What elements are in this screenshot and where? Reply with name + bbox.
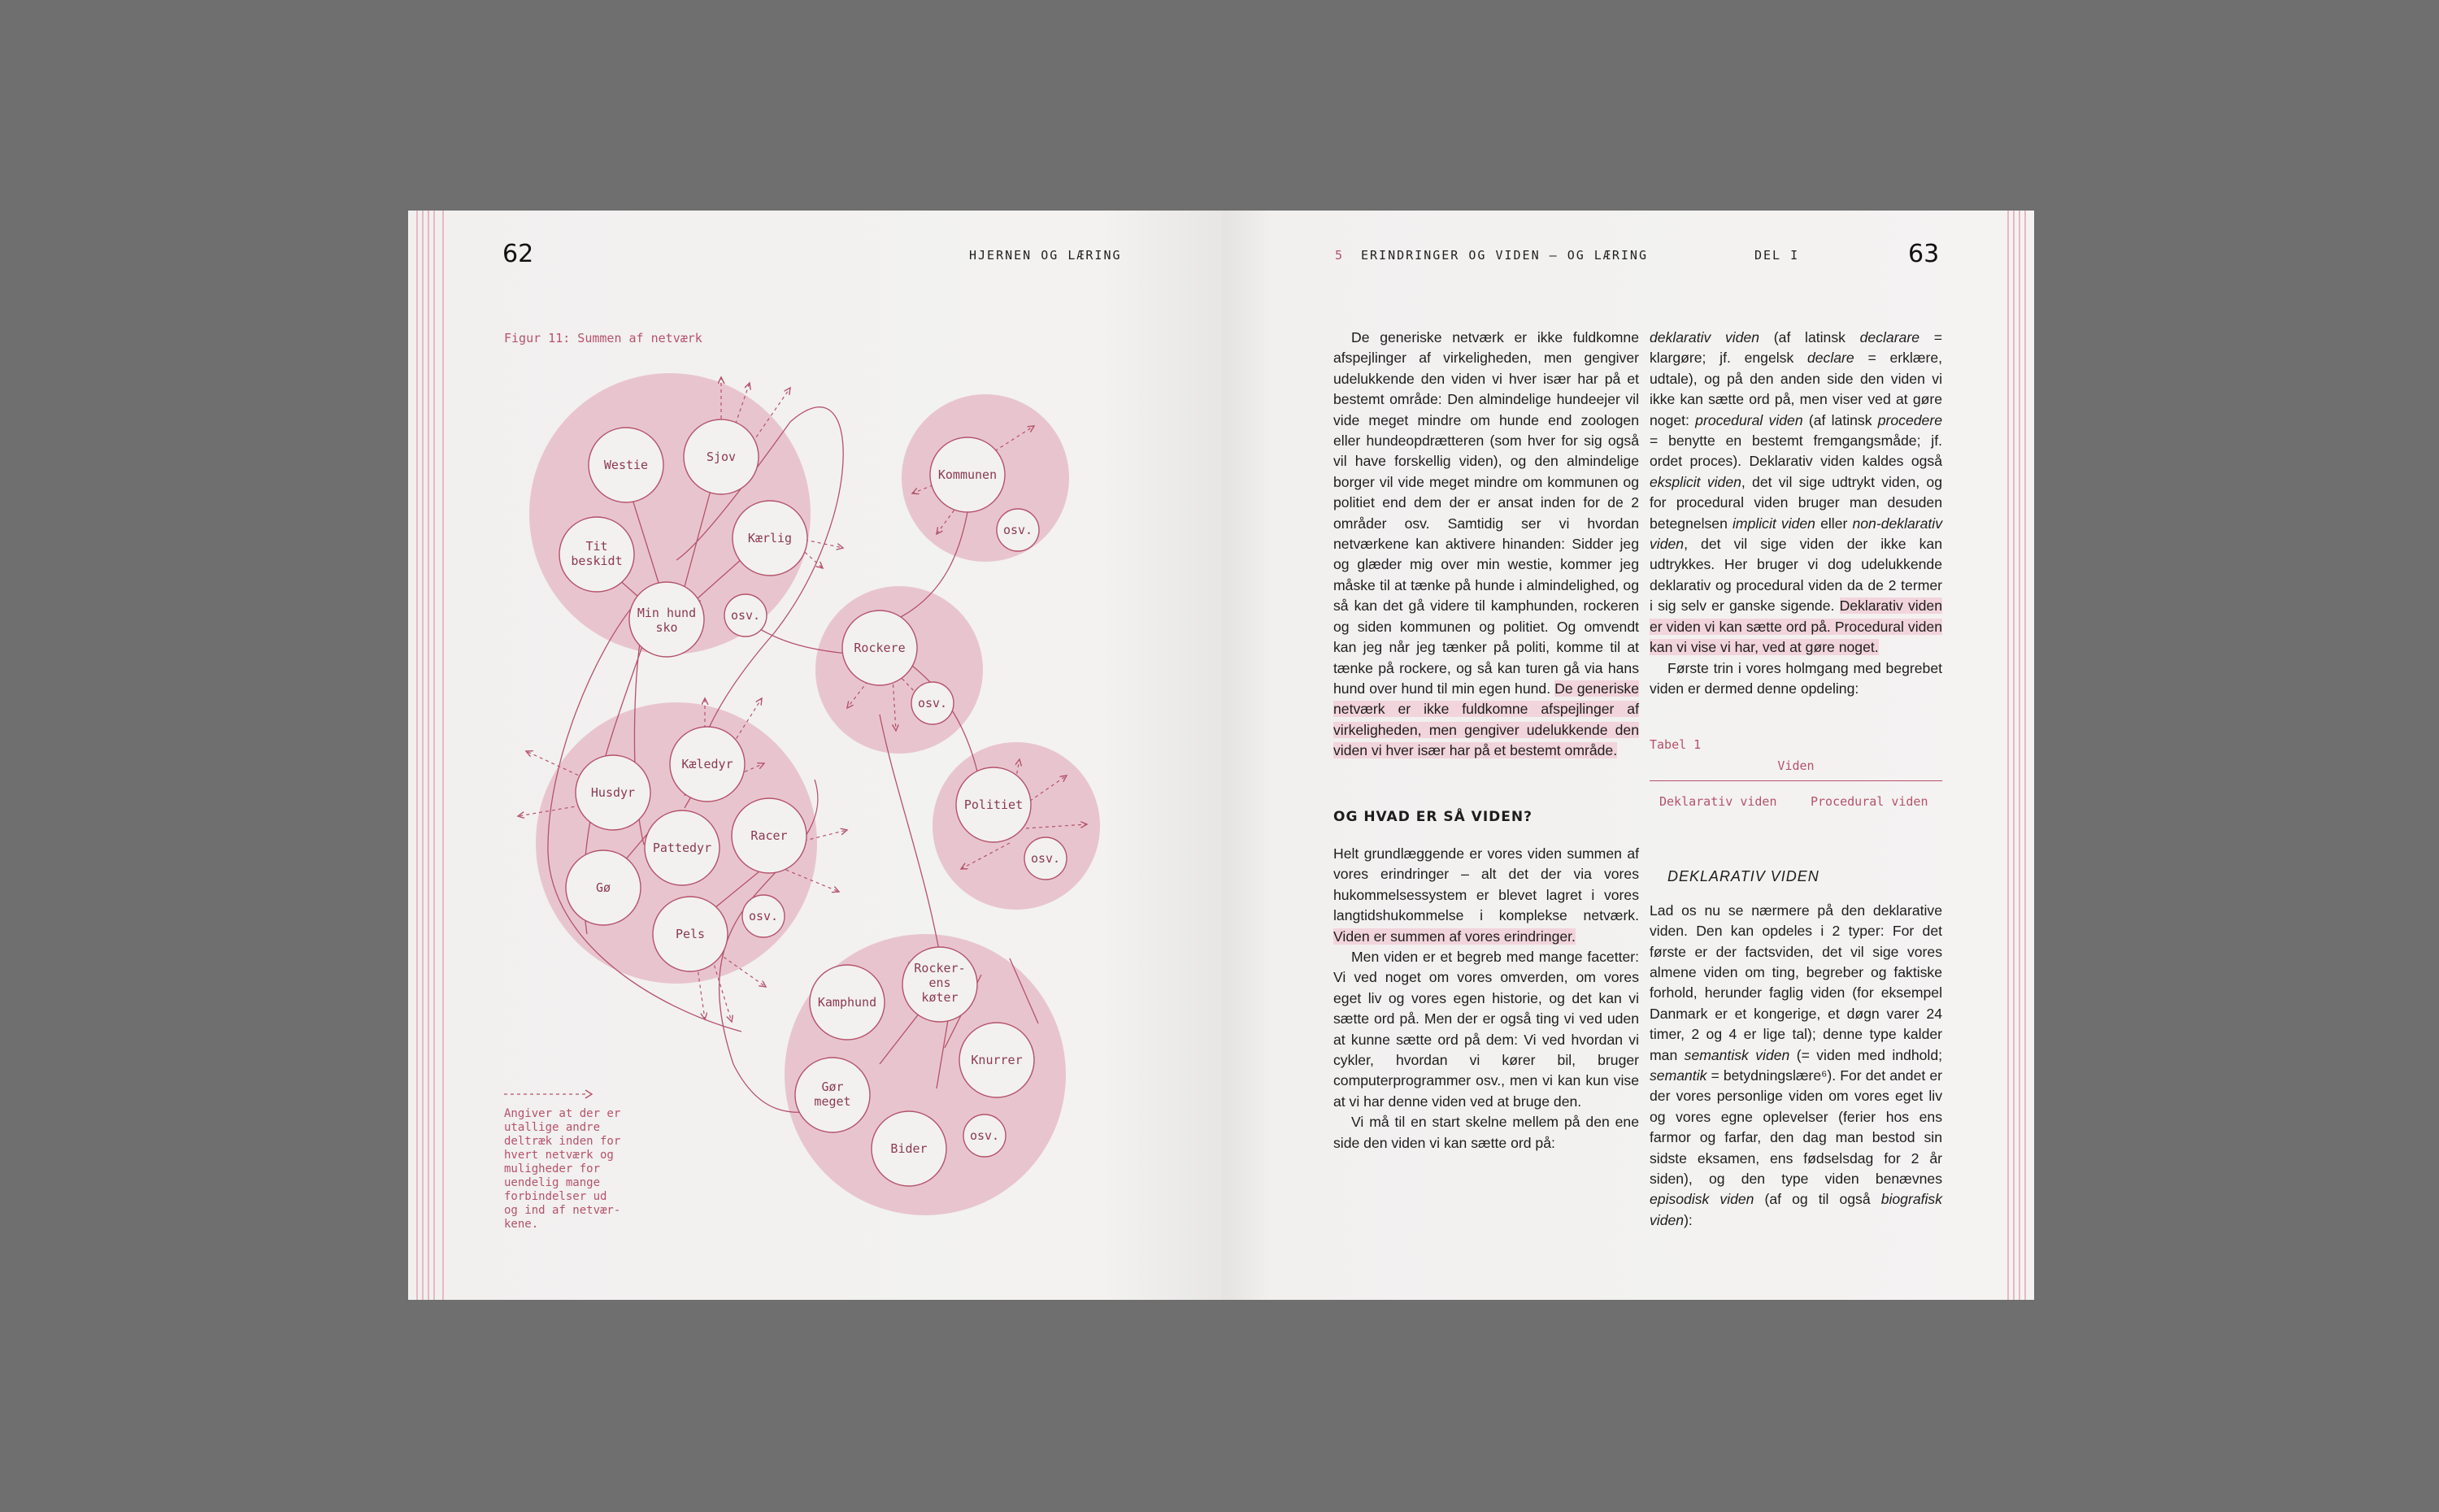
table-cell: Procedural viden — [1811, 794, 1928, 810]
right-page — [1223, 211, 2034, 1300]
table-cell: Deklarativ viden — [1659, 794, 1777, 810]
table-rule — [1650, 780, 1942, 781]
label-min-hund-sko: sko — [655, 620, 678, 635]
paragraph: Lad os nu se nærmere på den deklarative viden. Den kan opdeles i 2 typer: For det første er der factsviden, det vil sige vores almene viden om ting, begreber og faktiske forhold, herunder faglig viden (for eksempel Danmark er et kongerige, et døgn varer 24 timer, 2 og 4 er lige tal); denne type kalder man semantisk viden (= viden med indhold; semantik = betydningslære⁶). For det andet er der vores personlige viden om vores eget liv og vores egne oplevelser (ferier hos ens farmor og farfar, den dag man bestod sin sidste eksamen, ens fødselsdag for 2 år siden), og den type viden benævnes episodisk viden (af og til også biografisk viden): — [1650, 902, 1943, 1228]
part-label: DEL I — [1754, 248, 1800, 263]
table-header: Viden — [1777, 758, 1815, 774]
label-osv: osv. — [730, 608, 761, 623]
label-osv: osv. — [917, 696, 948, 710]
arrow — [805, 540, 843, 548]
label-osv: osv. — [969, 1128, 1000, 1143]
label-gor-meget: Gør — [821, 1080, 844, 1094]
paragraph: De generiske netværk er ikke fuldkomne afspejlinger af virkeligheden, men gengiver udelukkende den viden vi hver især har på et bestemt område: Den almindelige hundeejer vil vide meget mindre om hunde end zoologen eller hundeopdrætteren (som hver for sig også vil have forskellig viden), og den almindelige borger vil vide meget mindre om kommunen og politiet end dem der er ansat inden for de 2 områder osv. Samtidig ser vi hvordan netværkene kan aktivere hinanden: Sidder jeg og glæder mig over min westie, kommer jeg måske til at tænke på hunde i almindelighed, og så kan det gå videre til kamphunden, rockeren og siden kommunen og politiet. Og omvendt kan jeg når jeg tænker på politi, komme til at tænke på rockere, og så kan turen gå via hans hund over hund til min egen hund. De generiske netværk er ikke fuldkomne afspejlinger af virkeligheden, men gengiver udelukkende den viden vi hver især har på et bestemt område. — [1333, 329, 1639, 759]
paragraph: Vi må til en start skelne mellem på den ene side den viden vi kan sætte ord på: — [1333, 1114, 1639, 1151]
paragraph: Helt grundlæggende er vores viden summen af vores erindringer – alt det der via vores hukommelsessystem er blevet lagret i vores langtidshukommelse i komplekse netværk. Viden er summen af vores erindringer. — [1333, 845, 1639, 945]
table-1 — [1650, 735, 1942, 832]
highlight: Viden er summen af vores erindringer. — [1333, 928, 1576, 945]
label-racer: Racer — [750, 828, 788, 843]
subheading: DEKLARATIV VIDEN — [1667, 868, 1819, 885]
highlight: De generiske netværk er ikke fuldkomne afspejlinger af virkeligheden, men gengiver udelukkende den viden vi hver især har på et bestemt område. — [1333, 680, 1639, 759]
running-head: ERINDRINGER OG VIDEN – OG LÆRING — [1361, 248, 1648, 263]
label-pattedyr: Pattedyr — [652, 841, 712, 855]
label-osv: osv. — [1002, 523, 1033, 537]
paragraph: Men viden er et begreb med mange facetter: Vi ved noget om vores omverden, om vores eget liv og vores egen historie, og det kan vi sætte ord på. Men der er også ting vi ved uden at kunne sætte ord på dem: Vi ved hvordan vi cykler, hvordan vi kører bil, bruger computerprogrammer osv., men vi kan kun vise at vi har denne viden ved at bruge den. — [1333, 948, 1639, 1110]
label-go: Gø — [595, 880, 611, 895]
running-head: HJERNEN OG LÆRING — [969, 248, 1122, 263]
chapter-number: 5 — [1335, 248, 1345, 263]
page-edge — [2019, 211, 2020, 1300]
text-column-1 — [1333, 328, 1639, 1154]
section-heading: OG HVAD ER SÅ VIDEN? — [1333, 808, 1533, 825]
page-edge — [2013, 211, 2015, 1300]
book-spread — [408, 211, 2034, 1300]
legend-arrow — [504, 1088, 595, 1100]
label-rockerens-koter: køter — [921, 990, 959, 1005]
label-kaerlig: Kærlig — [747, 531, 793, 545]
label-min-hund-sko: Min hund — [637, 606, 697, 620]
paragraph: Første trin i vores holmgang med begrebet viden er dermed denne opdeling: — [1650, 659, 1942, 697]
paragraph: deklarativ viden (af latinsk declarare = klargøre; jf. engelsk declare = erklære, udtale), og på den anden side den viden vi ikke kan sætte ord på, men viser ved at gøre noget: procedural viden (af latinsk procedere = benytte en bestemt fremgangsmåde; jf. ordet proces). Deklarativ viden kaldes også eksplicit viden, det vil sige udtrykt viden, og for procedural viden bruger man desuden betegnelsen implicit viden eller non-deklarativ viden, det vil sige viden der ikke kan udtrykkes. Her bruger vi dog udelukkende deklarativ og procedural viden da de 2 termer i sig selv er ganske sigende. Deklarativ viden er viden vi kan sætte ord på. Procedural viden kan vi vise vi har, ved at gøre noget. — [1650, 329, 1943, 656]
label-westie: Westie — [603, 458, 649, 472]
left-page — [408, 211, 1223, 1300]
page-number: 62 — [502, 240, 534, 268]
label-bider: Bider — [890, 1141, 928, 1156]
label-gor-meget: meget — [814, 1094, 851, 1109]
label-kamphund: Kamphund — [817, 995, 877, 1010]
label-husdyr: Husdyr — [590, 785, 636, 800]
text-column-2 — [1650, 328, 1942, 1231]
highlight: Deklarativ viden er viden vi kan sætte ord på. Procedural viden kan vi vise vi har, ved at gøre noget. — [1650, 597, 1943, 656]
table-label: Tabel 1 — [1650, 737, 1702, 753]
label-sjov: Sjov — [706, 450, 737, 464]
label-politiet: Politiet — [963, 797, 1024, 812]
label-knurrer: Knurrer — [971, 1053, 1023, 1067]
label-tit-beskidt: Tit — [585, 539, 608, 554]
label-pels: Pels — [675, 927, 706, 941]
page-number: 63 — [1908, 240, 1940, 268]
label-kaeledyr: Kæledyr — [681, 757, 733, 771]
page-edge — [2007, 211, 2009, 1300]
label-kommunen: Kommunen — [937, 467, 998, 482]
page-edge — [2024, 211, 2026, 1300]
label-rockerens-koter: ens — [928, 975, 951, 990]
label-rockerens-koter: Rocker- — [914, 961, 966, 975]
label-osv: osv. — [1030, 851, 1061, 866]
figure-caption: Figur 11: Summen af netværk — [504, 331, 702, 345]
label-rockere: Rockere — [854, 641, 906, 655]
label-osv: osv. — [748, 909, 779, 923]
legend-text: Angiver at der er utallige andre deltræk inden for hvert netværk og muligheder for uendelig mange forbindelser ud og ind af netvær- kene. — [504, 1107, 621, 1231]
label-tit-beskidt: beskidt — [571, 554, 623, 568]
